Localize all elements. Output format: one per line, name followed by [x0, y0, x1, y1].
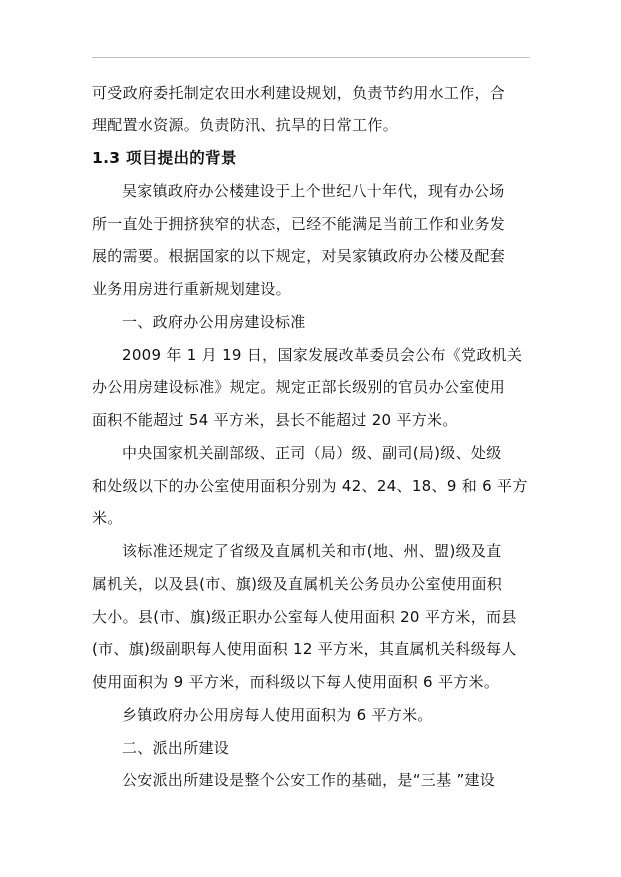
subheading: 二、派出所建设 [122, 739, 230, 757]
paragraph-line: 大小。县(市、旗)级正职办公室每人使用面积 20 平方米，而县 [92, 608, 517, 626]
paragraph-line: 所一直处于拥挤狭窄的状态，已经不能满足当前工作和业务发 [92, 215, 506, 233]
paragraph-line: 米。 [92, 509, 123, 527]
paragraph-line: 业务用房进行重新规划建设。 [92, 280, 291, 298]
header-rule [92, 57, 530, 58]
paragraph-line: 可受政府委托制定农田水利建设规划，负责节约用水工作，合 [92, 84, 506, 102]
paragraph-line: 中央国家机关副部级、正司（局）级、副司(局)级、处级 [122, 444, 502, 462]
paragraph-line: 公安派出所建设是整个公安工作的基础，是“三基 ”建设 [122, 771, 496, 789]
paragraph-line: 理配置水资源。负责防汛、抗旱的日常工作。 [92, 116, 399, 134]
subheading: 一、政府办公用房建设标准 [122, 313, 306, 331]
paragraph-line: 办公用房建设标准》规定。规定正部长级别的官员办公室使用 [92, 378, 506, 396]
paragraph-line: 乡镇政府办公用房每人使用面积为 6 平方米。 [122, 706, 433, 724]
paragraph-line: 属机关，以及县(市、旗)级及直属机关公务员办公室使用面积 [92, 575, 503, 593]
section-heading: 1.3 项目提出的背景 [92, 149, 237, 167]
paragraph-line: 展的需要。根据国家的以下规定，对吴家镇政府办公楼及配套 [92, 247, 506, 265]
paragraph-line: 面积不能超过 54 平方米，县长不能超过 20 平方米。 [92, 411, 458, 429]
paragraph-line: 使用面积为 9 平方米，而科级以下每人使用面积 6 平方米。 [92, 673, 500, 691]
paragraph-line: 吴家镇政府办公楼建设于上个世纪八十年代，现有办公场 [122, 182, 505, 200]
paragraph-line: 2009 年 1 月 19 日，国家发展改革委员会公布《党政机关 [122, 346, 523, 364]
paragraph-line: (市、旗)级副职每人使用面积 12 平方米，其直属机关科级每人 [92, 640, 517, 658]
paragraph-line: 和处级以下的办公室使用面积分别为 42、24、18、9 和 6 平方 [92, 477, 528, 495]
paragraph-line: 该标准还规定了省级及直属机关和市(地、州、盟)级及直 [122, 542, 502, 560]
